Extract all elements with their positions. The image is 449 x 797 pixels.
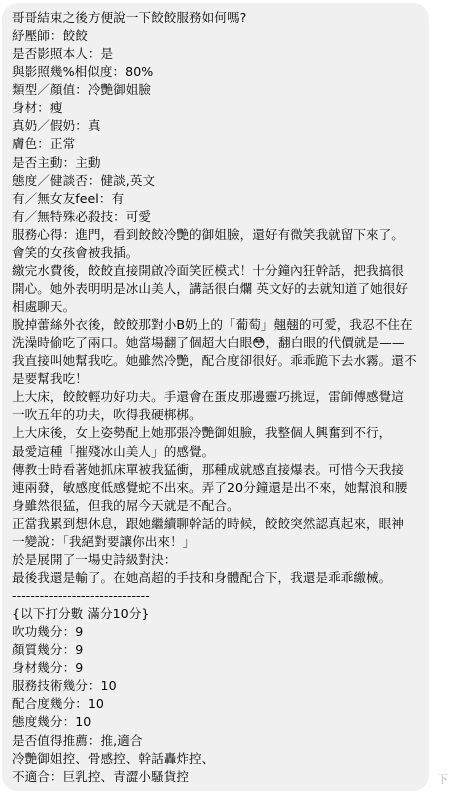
message-bubble[interactable]	[2, 3, 429, 791]
message-line: 一吹五年的功夫，吹得我硬梆梆。	[12, 407, 202, 423]
message-line: 態度／健談否：健談,英文	[12, 172, 156, 188]
message-line: 身材：瘦	[12, 100, 63, 116]
message-line: 一變說：「我絕對要讓你出來！」	[12, 533, 196, 549]
message-line: 繳完水費後，餃餃直接開啟冷面笑匠模式！十分鐘內狂幹話，把我搞很	[12, 262, 404, 278]
timestamp-label: 下	[437, 773, 448, 786]
message-line: 有／無特殊必殺技：可愛	[12, 208, 152, 224]
message-line: 顏質幾分：9	[12, 642, 84, 658]
message-line: 服務技術幾分：10	[12, 678, 117, 694]
message-line: 最後我還是輸了。在她高超的手技和身體配合下，我還是乖乖繳械。	[12, 569, 392, 585]
message-line: 是否主動：主動	[12, 154, 101, 170]
message-line: 我直接叫她幫我吃。她雖然冷艷，配合度卻很好。乖乖跪下去水霧。還不	[12, 353, 417, 369]
message-line: 與影照幾%相似度：80%	[12, 64, 154, 80]
message-line: 配合度幾分：10	[12, 696, 104, 712]
message-line: 有／無女友feel：有	[12, 190, 125, 206]
message-line: 正當我累到想休息，跟她繼續聊幹話的時候，餃餃突然認真起來，眼神	[12, 515, 404, 531]
message-line: 是否值得推薦：推,適合	[12, 732, 143, 748]
message-divider-line: ------------------------------	[12, 588, 150, 603]
message-line: 會笑的女孩會被我插。	[12, 244, 139, 260]
message-line: 是否影照本人：是	[12, 46, 114, 62]
message-line: 服務心得：進門，看到餃餃冷艷的御姐臉，還好有微笑我就留下來了。	[12, 226, 404, 242]
message-line: 連兩發，敏感度低感覺蛇不出來。弄了20分鐘還是出不來，她幫浪和腰	[12, 479, 408, 495]
message-line: 相處聊天。	[12, 299, 76, 314]
message-line: 上大床，餃餃輕功好功夫。手還會在蛋皮那邊靈巧挑逗，雷師傅感覺這	[12, 389, 404, 405]
message-line: 脫掉蕾絲外衣後，餃餃那對小B奶上的「葡萄」翹翹的可愛，我忍不住在	[12, 317, 413, 333]
message-line: 上大床後，女上姿勢配上她那張冷艷御姐臉，我整個人興奮到不行，	[12, 425, 392, 441]
message-line: {以下打分數 滿分10分}	[12, 606, 150, 622]
message-line: 於是展開了一場史詩級對決：	[12, 551, 177, 567]
message-line: 開心。她外表明明是冰山美人，講話很白爛 英文好的去就知道了她很好	[12, 280, 409, 296]
message-line: 類型／顏值：冷艷御姐臉	[12, 82, 152, 98]
message-line: 身材幾分：9	[12, 660, 84, 676]
message-line: 紓壓師：餃餃	[12, 28, 88, 44]
message-line: 最愛這種「摧殘冰山美人」的感覺。	[12, 443, 215, 459]
message-line: 冷艷御姐控、骨感控、幹話轟炸控、	[12, 750, 215, 766]
message-line: 態度幾分：10	[12, 714, 92, 730]
message-line: 身雖然很猛，但我的屌今天就是不配合。	[12, 497, 240, 513]
message-line: 真奶／假奶：真	[12, 118, 101, 134]
message-line: 不適合：巨乳控、青澀小騷貨控	[12, 768, 190, 784]
message-line: 吹功幾分：9	[12, 624, 84, 640]
message-line: 膚色：正常	[12, 136, 76, 152]
message-line: 傳教士時看著她抓床單被我猛衝，那種成就感直接爆表。可惜今天我接	[12, 461, 404, 477]
message-line: 是要幫我吃！	[12, 371, 88, 387]
message-line: 洗澡時偷吃了兩口。她當場翻了個超大白眼😳，翻白眼的代價就是——	[12, 335, 405, 351]
message-line: 哥哥結束之後方便說一下餃餃服務如何嗎?	[12, 10, 247, 25]
